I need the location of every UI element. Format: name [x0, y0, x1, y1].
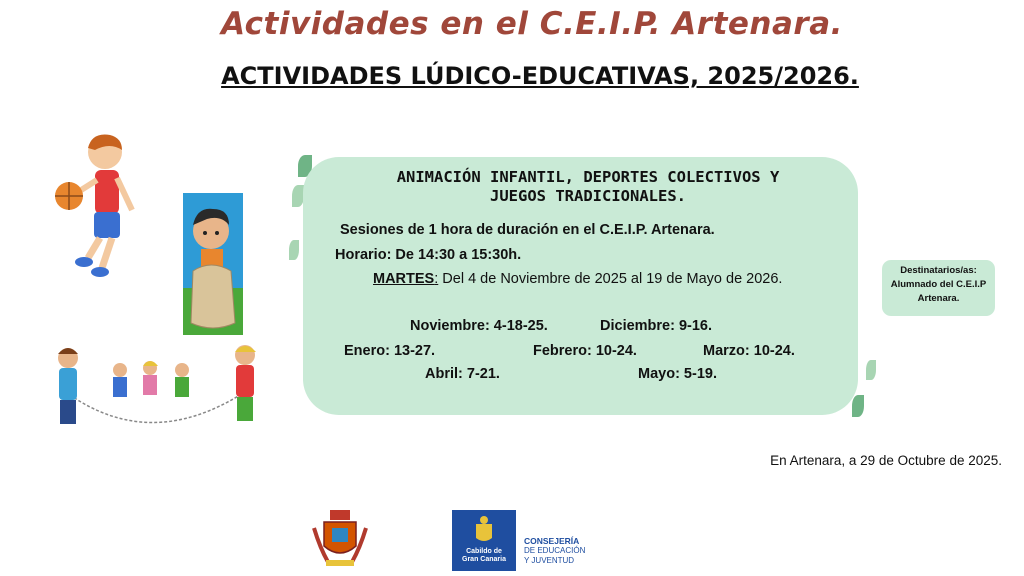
basketball-boy-illustration: [50, 130, 140, 280]
activity-title-line1: ANIMACIÓN INFANTIL, DEPORTES COLECTIVOS Y: [396, 168, 780, 186]
consejeria-line2: DE EDUCACIÓN: [524, 546, 586, 555]
month-enero: Enero: 13-27.: [344, 343, 436, 359]
sessions-text: Sesiones de 1 hora de duración en el C.E.I.P. Artenara.: [340, 222, 715, 238]
cabildo-crest-icon: [452, 510, 516, 546]
sack-race-illustration: [183, 193, 243, 335]
month-noviembre: Noviembre: 4-18-25.: [410, 318, 548, 334]
days-text: [373, 271, 782, 287]
recipients-line3: Artenara.: [917, 293, 960, 304]
page-title: Actividades en el C.E.I.P. Artenara.: [221, 6, 843, 42]
day-separator: :: [434, 271, 439, 287]
activity-title: [318, 168, 858, 206]
activity-title-line2: JUEGOS TRADICIONALES.: [490, 187, 686, 205]
date-line: En Artenara, a 29 de Octubre de 2025.: [770, 453, 1002, 468]
consejeria-line1: CONSEJERÍA: [524, 536, 580, 546]
recipients-line2: Alumnado del C.E.I.P: [890, 279, 987, 290]
artenara-coat-of-arms-logo: [310, 508, 370, 570]
consejeria-line3: Y JUVENTUD: [524, 556, 575, 565]
page-subtitle: ACTIVIDADES LÚDICO-EDUCATIVAS, 2025/2026.: [221, 62, 859, 90]
cabildo-text: [456, 548, 512, 564]
consejeria-text: [524, 536, 585, 566]
leaf-decoration: [289, 240, 299, 260]
recipients-box: [882, 260, 995, 316]
month-marzo: Marzo: 10-24.: [703, 343, 795, 359]
jump-rope-illustration: [50, 340, 265, 435]
leaf-decoration: [866, 360, 876, 380]
month-febrero: Febrero: 10-24.: [533, 343, 637, 359]
recipients-label: Destinatarios/as:: [900, 265, 977, 276]
day-label: MARTES: [373, 271, 435, 287]
month-diciembre: Diciembre: 9-16.: [600, 318, 713, 334]
cabildo-line1: Cabildo de: [466, 548, 502, 555]
day-range: Del 4 de Noviembre de 2025 al 19 de Mayo de 2026.: [438, 271, 783, 287]
cabildo-gran-canaria-logo: [452, 510, 516, 571]
leaf-decoration: [852, 395, 864, 417]
month-abril: Abril: 7-21.: [425, 366, 500, 382]
schedule-text: Horario: De 14:30 a 15:30h.: [335, 247, 522, 263]
cabildo-line2: Gran Canaria: [462, 556, 506, 563]
month-mayo: Mayo: 5-19.: [638, 366, 717, 382]
